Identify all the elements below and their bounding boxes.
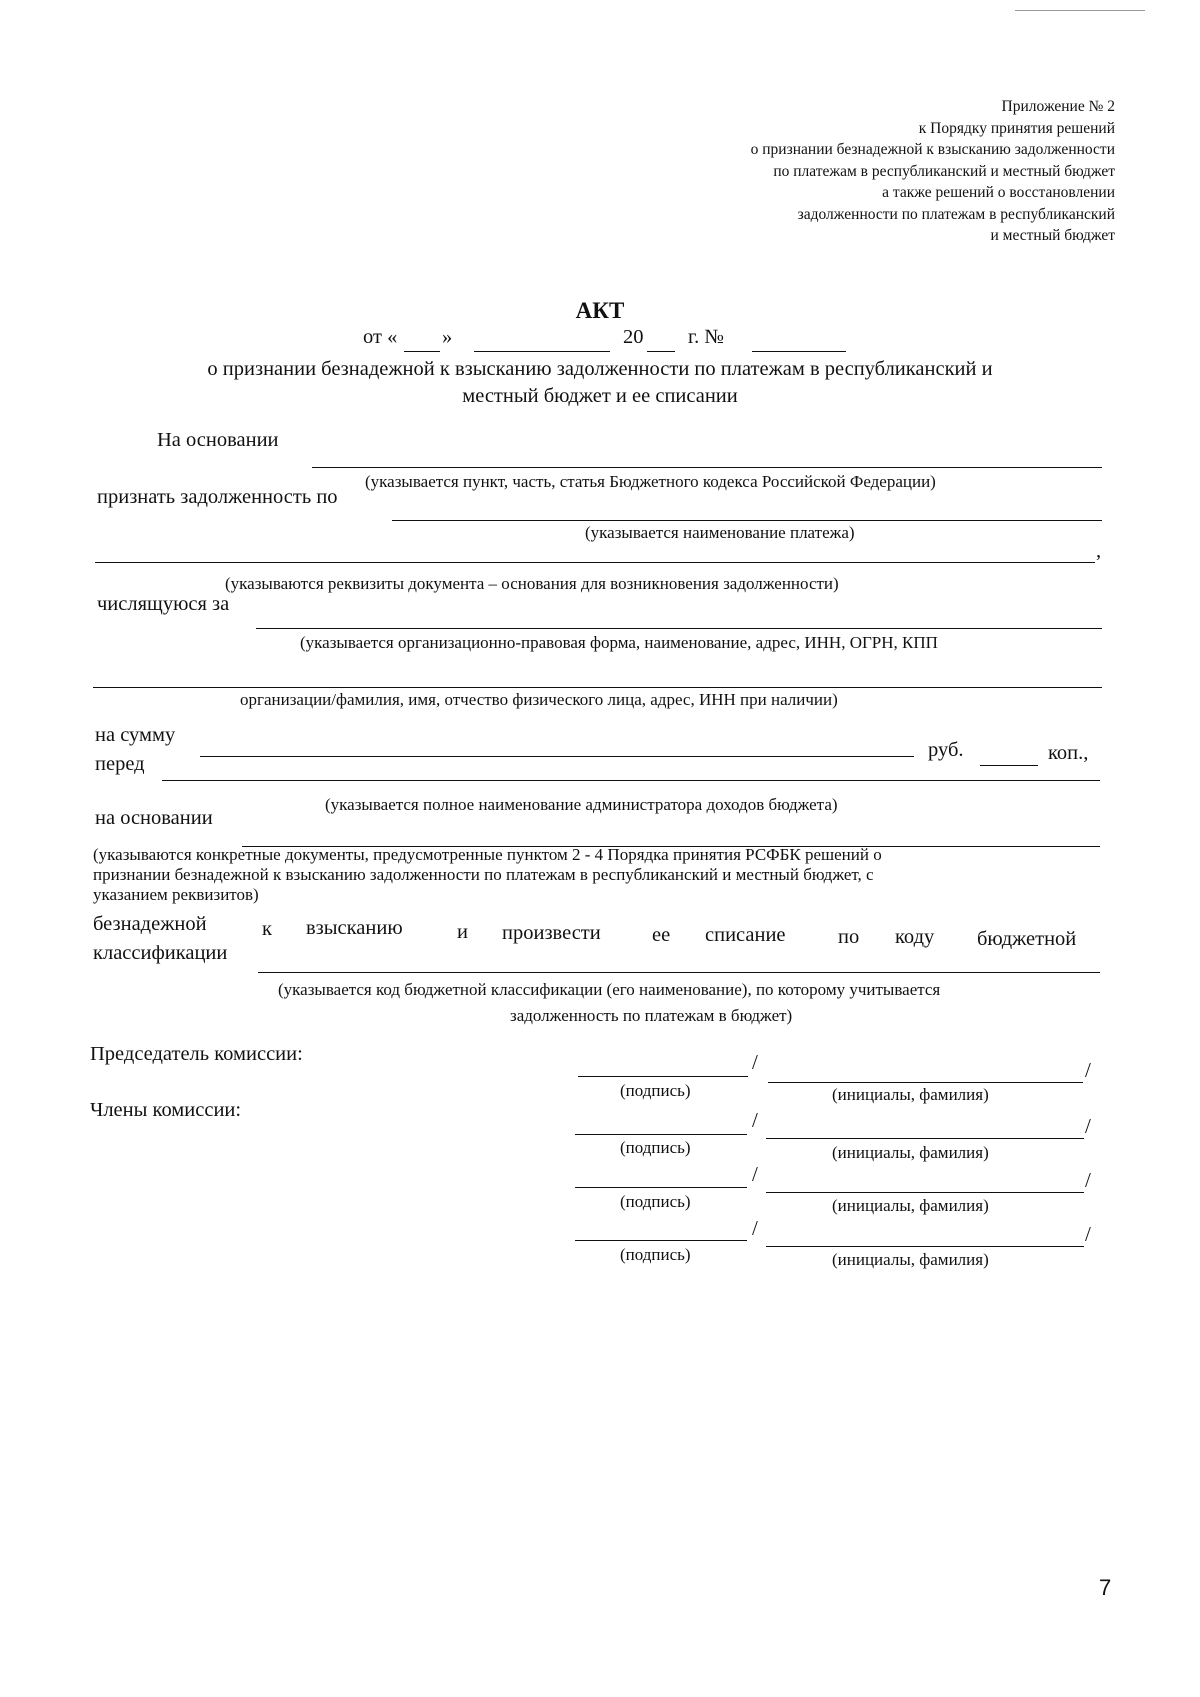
member1-name-field[interactable] <box>766 1138 1084 1139</box>
scan-edge-line <box>1015 10 1145 11</box>
kop-label: коп., <box>1048 742 1089 764</box>
signature-slash: / <box>752 1162 758 1186</box>
member1-signature-field[interactable] <box>575 1134 747 1135</box>
kbk-field[interactable] <box>258 972 1100 973</box>
phrase-word: безнадежной <box>93 913 207 935</box>
act-title: АКТ <box>575 298 625 323</box>
chairman-name-field[interactable] <box>768 1082 1083 1083</box>
name-hint: (инициалы, фамилия) <box>832 1143 989 1162</box>
requisites-comma: , <box>1096 540 1102 562</box>
members-label: Члены комиссии: <box>90 1099 242 1121</box>
member2-signature-field[interactable] <box>575 1187 747 1188</box>
appendix-line: а также решений о восстановлении <box>882 184 1115 201</box>
name-hint: (инициалы, фамилия) <box>832 1085 989 1104</box>
requisites-hint: (указываются реквизиты документа – основания для возникновения задолженности) <box>225 574 839 593</box>
act-subtitle-line1: о признании безнадежной к взысканию задолженности по платежам в республиканский и <box>207 358 993 380</box>
chairman-label: Председатель комиссии: <box>90 1043 303 1065</box>
phrase-word: произвести <box>502 922 601 944</box>
basis-field[interactable] <box>312 467 1102 468</box>
member3-name-field[interactable] <box>766 1246 1084 1247</box>
debtor-field[interactable] <box>256 628 1102 629</box>
appendix-line: Приложение № 2 <box>1001 98 1115 115</box>
phrase-word: списание <box>705 924 786 946</box>
phrase-word: ее <box>652 924 671 946</box>
signature-slash: / <box>1085 1168 1091 1192</box>
date-from-label: от « <box>363 326 398 348</box>
appendix-line: к Порядку принятия решений <box>918 119 1115 137</box>
phrase-word: взысканию <box>306 917 403 939</box>
recognize-label: признать задолженность по <box>97 486 338 508</box>
owed-by-label: числящуюся за <box>97 593 230 615</box>
payment-name-field[interactable] <box>392 520 1102 521</box>
appendix-header <box>655 96 1115 247</box>
sum-label: на сумму <box>95 724 176 746</box>
member2-name-field[interactable] <box>766 1192 1084 1193</box>
before-label: перед <box>95 753 145 775</box>
signature-slash: / <box>1085 1222 1091 1246</box>
date-close-quote: » <box>442 326 453 348</box>
signature-slash: / <box>752 1216 758 1240</box>
phrase-word: бюджетной <box>977 928 1077 950</box>
chairman-signature-field[interactable] <box>578 1076 748 1077</box>
act-number-field[interactable] <box>752 351 846 352</box>
sum-rub-field[interactable] <box>200 756 914 757</box>
appendix-line: по платежам в республиканский и местный бюджет <box>773 162 1115 180</box>
appendix-line: о признании безнадежной к взысканию задолженности <box>750 141 1115 158</box>
member3-signature-field[interactable] <box>575 1240 747 1241</box>
name-hint: (инициалы, фамилия) <box>832 1250 989 1269</box>
appendix-line: и местный бюджет <box>990 227 1115 244</box>
administrator-hint: (указывается полное наименование администратора доходов бюджета) <box>325 795 838 814</box>
signature-hint: (подпись) <box>620 1138 691 1157</box>
date-day-field[interactable] <box>404 351 440 352</box>
name-hint: (инициалы, фамилия) <box>832 1196 989 1215</box>
appendix-line: задолженности по платежам в республиканский <box>797 205 1115 223</box>
signature-hint: (подпись) <box>620 1245 691 1264</box>
phrase-word: коду <box>895 926 935 948</box>
rub-label: руб. <box>928 739 964 761</box>
signature-slash: / <box>1085 1114 1091 1138</box>
signature-slash: / <box>752 1050 758 1074</box>
debtor-field-line2[interactable] <box>93 687 1102 688</box>
number-label: г. № <box>688 326 724 348</box>
requisites-field[interactable] <box>95 562 1095 563</box>
kbk-hint-line2: задолженность по платежам в бюджет) <box>510 1006 793 1025</box>
phrase-word: к <box>262 918 272 940</box>
sum-kop-field[interactable] <box>980 765 1038 766</box>
docs-hint-line3: указанием реквизитов) <box>93 885 259 904</box>
org-hint-line1: (указывается организационно-правовая форма, наименование, адрес, ИНН, ОГРН, КПП <box>300 633 938 652</box>
act-subtitle-line2: местный бюджет и ее списании <box>462 385 738 407</box>
page-number: 7 <box>1099 1575 1112 1600</box>
year-prefix: 20 <box>623 326 644 348</box>
signature-slash: / <box>1085 1058 1091 1082</box>
date-month-field[interactable] <box>474 351 610 352</box>
classification-label: классификации <box>93 942 228 964</box>
signature-hint: (подпись) <box>620 1192 691 1211</box>
docs-hint-line2: признании безнадежной к взысканию задолженности по платежам в республиканский и местный бюджет, с <box>93 865 874 884</box>
administrator-field[interactable] <box>162 780 1100 781</box>
phrase-word: и <box>457 921 468 943</box>
docs-hint-line1: (указываются конкретные документы, предусмотренные пунктом 2 - 4 Порядка принятия РСФБК решений о <box>93 845 882 864</box>
basis-label: На основании <box>157 429 279 451</box>
basis-hint: (указывается пункт, часть, статья Бюджетного кодекса Российской Федерации) <box>365 472 936 491</box>
basis2-label: на основании <box>95 807 213 829</box>
signature-slash: / <box>752 1108 758 1132</box>
signature-hint: (подпись) <box>620 1081 691 1100</box>
payment-hint: (указывается наименование платежа) <box>585 523 855 542</box>
org-hint-line2: организации/фамилия, имя, отчество физического лица, адрес, ИНН при наличии) <box>240 690 838 709</box>
phrase-word: по <box>838 926 860 948</box>
kbk-hint-line1: (указывается код бюджетной классификации (его наименование), по которому учитывается <box>278 980 941 999</box>
date-year-field[interactable] <box>647 351 675 352</box>
